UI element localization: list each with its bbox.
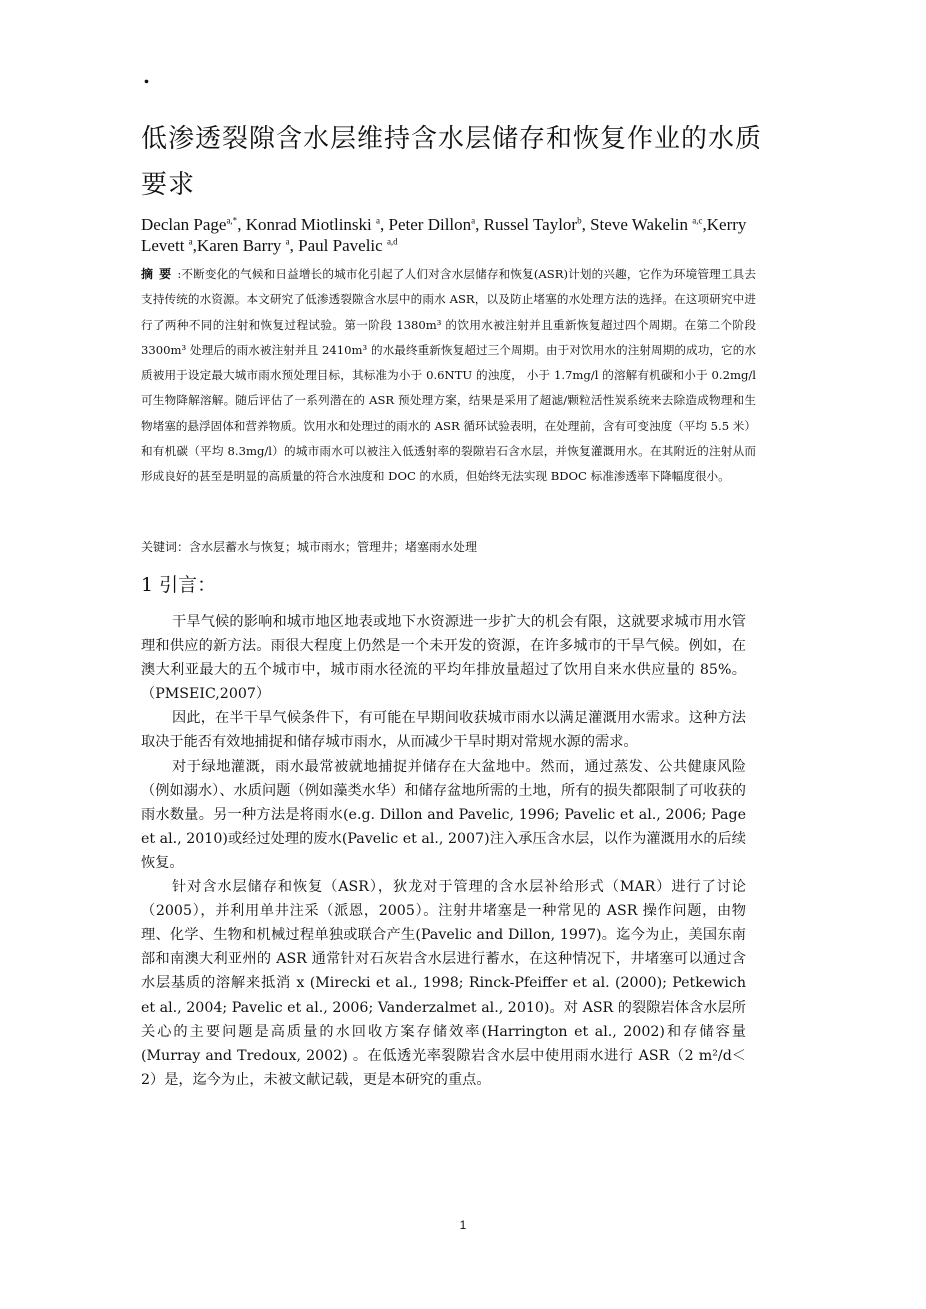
paper-title: 低渗透裂隙含水层维持含水层储存和恢复作业的水质要求 [141,124,763,200]
abstract-label: 摘要 [141,267,178,281]
paragraph-2: 因此，在半干旱气候条件下，有可能在早期间收获城市雨水以满足灌溉用水需求。这种方法取决于能否有效地捕捉和储存城市雨水，从而减少干旱时期对常规水源的需求。 [141,710,746,751]
paragraph-1: 干旱气候的影响和城市地区地表或地下水资源进一步扩大的机会有限，这就要求城市用水管理和供应的新方法。雨很大程度上仍然是一个未开发的资源，在许多城市的干旱气候。例如，在澳大利亚最大的五个城市中，城市雨水径流的平均年排放量超过了饮用自来水供应量的 85%。（PMSEIC,2007） [141,614,746,703]
body-text [141,610,746,1092]
paragraph-3: 对于绿地灌溉，雨水最常被就地捕捉并储存在大盆地中。然而，通过蒸发、公共健康风险（例如溺水）、水质问题（例如藻类水华）和储存盆地所需的土地，所有的损失都限制了可收获的雨水数量。另一种方法是将雨水(e.g. Dillon and Pavelic, 1996; Pavelic et al., 2006; Page et al., 2010)或经过处理的废水(Pavelic et al., 2007)注入承压含水层，以作为灌溉用水的后续恢复。 [141,758,746,871]
page-number: 1 [459,1218,467,1232]
abstract-text: :不断变化的气候和日益增长的城市化引起了人们对含水层储存和恢复(ASR)计划的兴趣，它作为环境管理工具去支持传统的水资源。本文研究了低渗透裂隙含水层中的雨水 ASR，以及防止堵塞的水处理方法的选择。在这项研究中进行了两种不同的注射和恢复过程试验。第一阶段 1380m³ 的饮用水被注射并且重新恢复超过四个周期。在第二个阶段 3300m³ 处理后的雨水被注射并且 2410m³ 的水最终重新恢复超过三个周期。由于对饮用水的注射周期的成功，它的水质被用于设定最大城市雨水预处理目标，其标准为小于 0.6NTU 的浊度， 小于 1.7mg/l 的溶解有机碳和小于 0.2mg/l 可生物降解溶解。随后评估了一系列潜在的 ASR 预处理方案，结果是采用了超滤/颗粒活性炭系统来去除造成物理和生物堵塞的悬浮固体和营养物质。饮用水和处理过的雨水的 ASR 循环试验表明，在处理前，含有可变浊度（平均 5.5 米）和有机碳（平均 8.3mg/l）的城市雨水可以被注入低透射率的裂隙岩石含水层，并恢复灌溉用水。在其附近的注射从而形成良好的甚至是明显的高质量的符合水浊度和 DOC 的水质，但始终无法实现 BDOC 标准渗透率下降幅度很小。 [141,267,756,484]
author-list: Declan Page$^{a,*}$, Konrad Miotlinski $^a$, Peter Dillon$^a$, Russel Taylor$^b$, Steve Wakelin $^{a,c}$,Kerry Levett $^a$,Karen Barry $^a$, Paul Pavelic $^{a,d}$ [141,215,747,255]
abstract [141,262,756,490]
header-dot: . [143,64,150,88]
section-title-introduction: 1 引言： [141,574,217,596]
paragraph-4: 针对含水层储存和恢复（ASR），狄龙对于管理的含水层补给形式（MAR）进行了讨论（2005），并利用单井注采（派恩，2005）。注射井堵塞是一种常见的 ASR 操作问题，由物理、化学、生物和机械过程单独或联合产生(Pavelic and Dillon, 1997)。迄今为止，美国东南部和南澳大利亚州的 ASR 通常针对石灰岩含水层进行蓄水，在这种情况下，井堵塞可以通过含水层基质的溶解来抵消 x (Mirecki et al., 1998; Rinck-Pfeiffer et al. (2000); Petkewich et al., 2004; Pavelic et al., 2006; Vanderzalmet al., 2010)。对 ASR 的裂隙岩体含水层所关心的主要问题是高质量的水回收方案存储效率(Harrington et al., 2002)和存储容量 (Murray and Tredoux, 2002) 。在低透光率裂隙岩含水层中使用雨水进行 ASR（2 m²/d＜2）是，迄今为止，未被文献记载，更是本研究的重点。 [141,879,746,1088]
keywords: 关键词：含水层蓄水与恢复；城市雨水；管理井；堵塞雨水处理 [141,540,478,554]
